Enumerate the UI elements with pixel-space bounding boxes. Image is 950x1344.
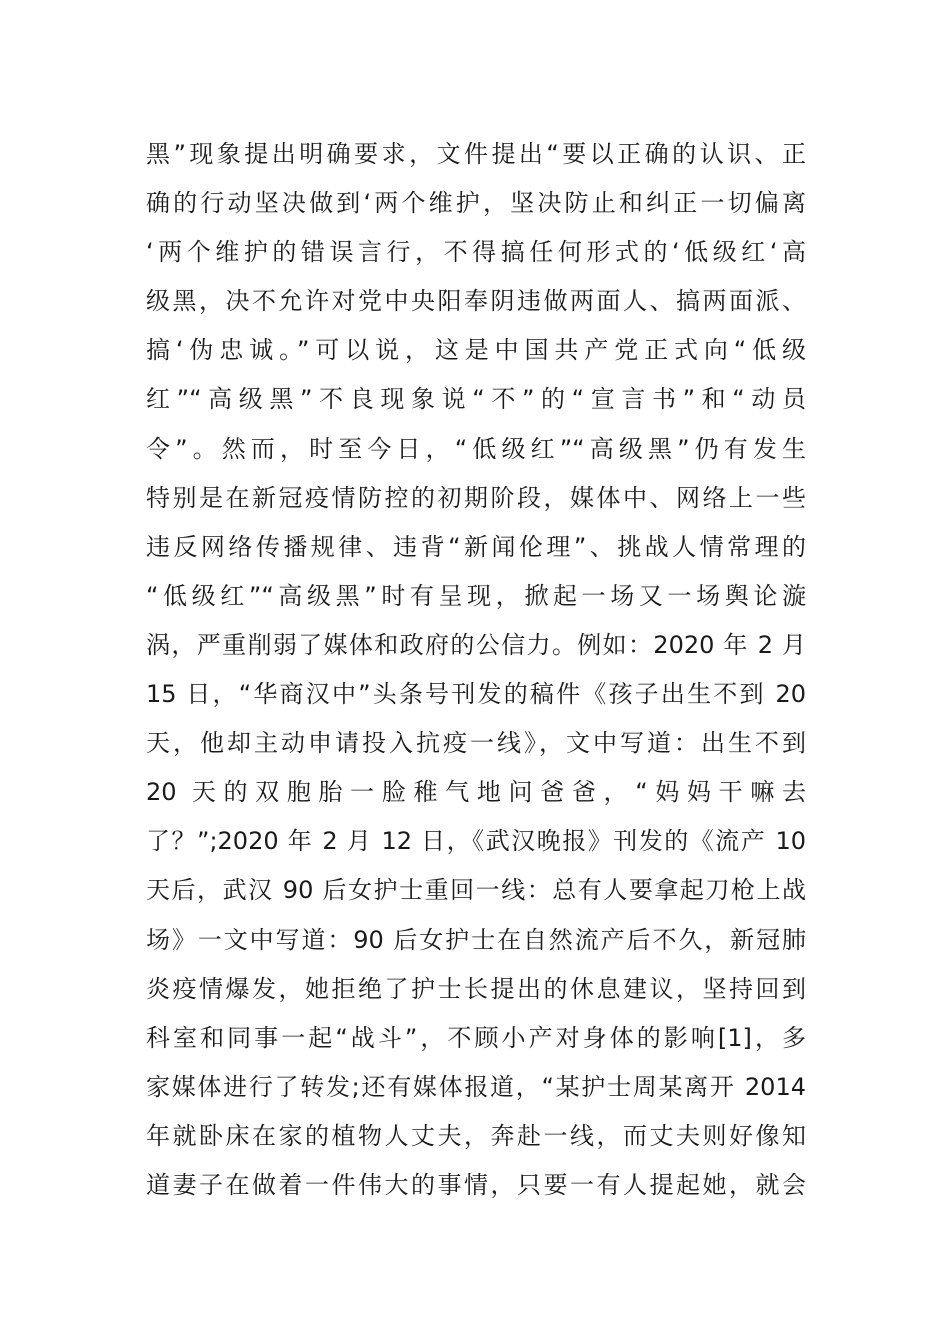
text-line-17: 场》一文中写道：90 后女护士在自然流产后不久，新冠肺 xyxy=(146,925,806,954)
text-line-6: 红”“高级黑”不良现象说“不”的“宣言书”和“动员 xyxy=(146,385,806,414)
body-paragraph xyxy=(146,130,806,1210)
text-line-10: “低级红”“高级黑”时有呈现，掀起一场又一场舆论漩 xyxy=(146,581,806,610)
text-line-9: 违反网络传播规律、违背“新闻伦理”、挑战人情常理的 xyxy=(146,532,806,561)
text-line-3: ‘两个维护的错误言行，不得搞任何形式的‘低级红‘高 xyxy=(146,238,806,267)
text-line-4: 级黑，决不允许对党中央阳奉阴违做两面人、搞两面派、 xyxy=(146,287,806,316)
text-line-20: 家媒体进行了转发;还有媒体报道，“某护士周某离开 2014 xyxy=(146,1072,806,1101)
text-line-7: 令”。然而，时至今日，“低级红”“高级黑”仍有发生 xyxy=(146,434,806,463)
text-line-1: 黑”现象提出明确要求，文件提出“要以正确的认识、正 xyxy=(146,140,806,168)
text-line-18: 炎疫情爆发，她拒绝了护士长提出的休息建议，坚持回到 xyxy=(146,974,806,1003)
text-line-8: 特别是在新冠疫情防控的初期阶段，媒体中、网络上一些 xyxy=(146,483,806,512)
text-line-2: 确的行动坚决做到‘两个维护，坚决防止和纠正一切偏离 xyxy=(146,189,806,218)
text-line-22: 道妻子在做着一件伟大的事情，只要一有人提起她，就会 xyxy=(146,1170,806,1199)
text-line-21: 年就卧床在家的植物人丈夫，奔赴一线，而丈夫则好像知 xyxy=(146,1121,806,1150)
text-line-13: 天，他却主动申请投入抗疫一线》，文中写道：出生不到 xyxy=(146,729,806,758)
text-line-15: 了？”;2020 年 2 月 12 日，《武汉晚报》刊发的《流产 10 xyxy=(146,827,806,856)
text-line-12: 15 日，“华商汉中”头条号刊发的稿件《孩子出生不到 20 xyxy=(146,680,806,709)
text-line-16: 天后，武汉 90 后女护士重回一线：总有人要拿起刀枪上战 xyxy=(146,876,806,905)
text-line-5: 搞‘伪忠诚。”可以说，这是中国共产党正式向“低级 xyxy=(146,336,806,365)
text-line-11: 涡，严重削弱了媒体和政府的公信力。例如：2020 年 2 月 xyxy=(146,630,806,659)
text-line-19: 科室和同事一起“战斗”，不顾小产对身体的影响[1]，多 xyxy=(146,1023,806,1052)
text-line-14: 20 天的双胞胎一脸稚气地问爸爸，“妈妈干嘛去 xyxy=(146,778,806,807)
